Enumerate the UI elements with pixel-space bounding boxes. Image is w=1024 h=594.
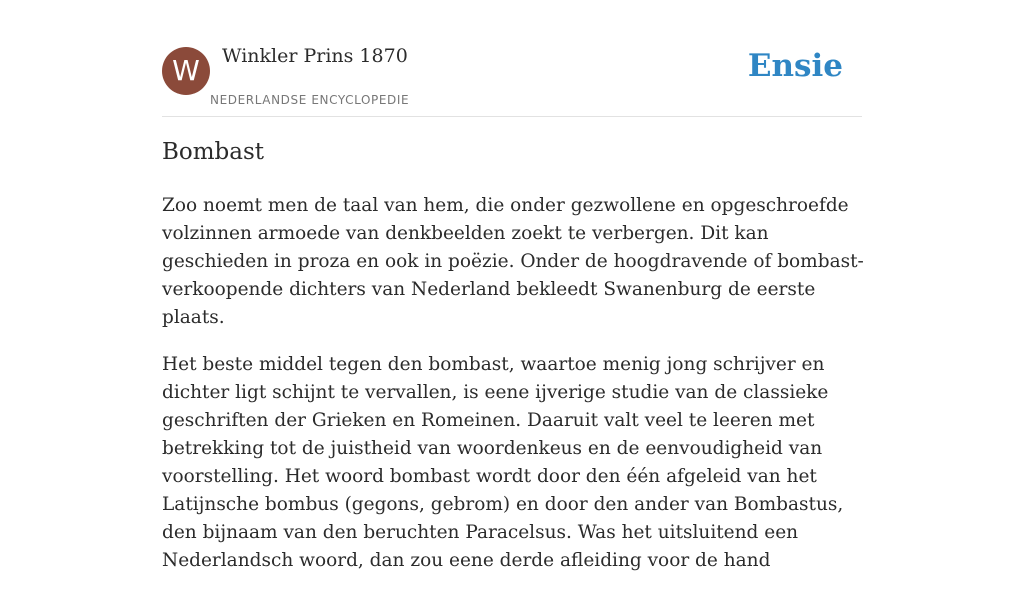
article-paragraph: Het beste middel tegen den bombast, waartoe menig jong schrijver en dichter ligt schijnt te vervallen, is eene ijverige studie van de classieke geschriften der Grieken en Romeinen. Daaruit valt veel te leeren met betrekking tot de juistheid van woordenkeus en de eenvoudigheid van voorstelling. Het woord bombast wordt door den één afgeleid van het Latijnsche bombus (gegons, gebrom) en door den ander van Bombastus, den bijnaam van den beruchten Paracelsus. Was het uitsluitend een Nederlandsch woord, dan zou eene derde afleiding voor de hand (162, 354, 844, 571)
source-header (162, 40, 862, 117)
article-body (162, 192, 867, 594)
source-subtitle: NEDERLANDSE ENCYCLOPEDIE (210, 93, 410, 107)
avatar[interactable]: W (162, 47, 210, 95)
page-title: Bombast (162, 139, 265, 165)
source-title[interactable]: Winkler Prins 1870 (222, 45, 408, 67)
brand-logo[interactable]: Ensie (747, 48, 843, 84)
article-paragraph: Zoo noemt men de taal van hem, die onder gezwollene en opgeschroefde volzinnen armoede van denkbeelden zoekt te verbergen. Dit kan geschieden in proza en ook in poëzie. Onder de hoogdravende of bombast-verkoopende dichters van Nederland bekleedt Swanenburg de eerste plaats. (162, 195, 864, 328)
